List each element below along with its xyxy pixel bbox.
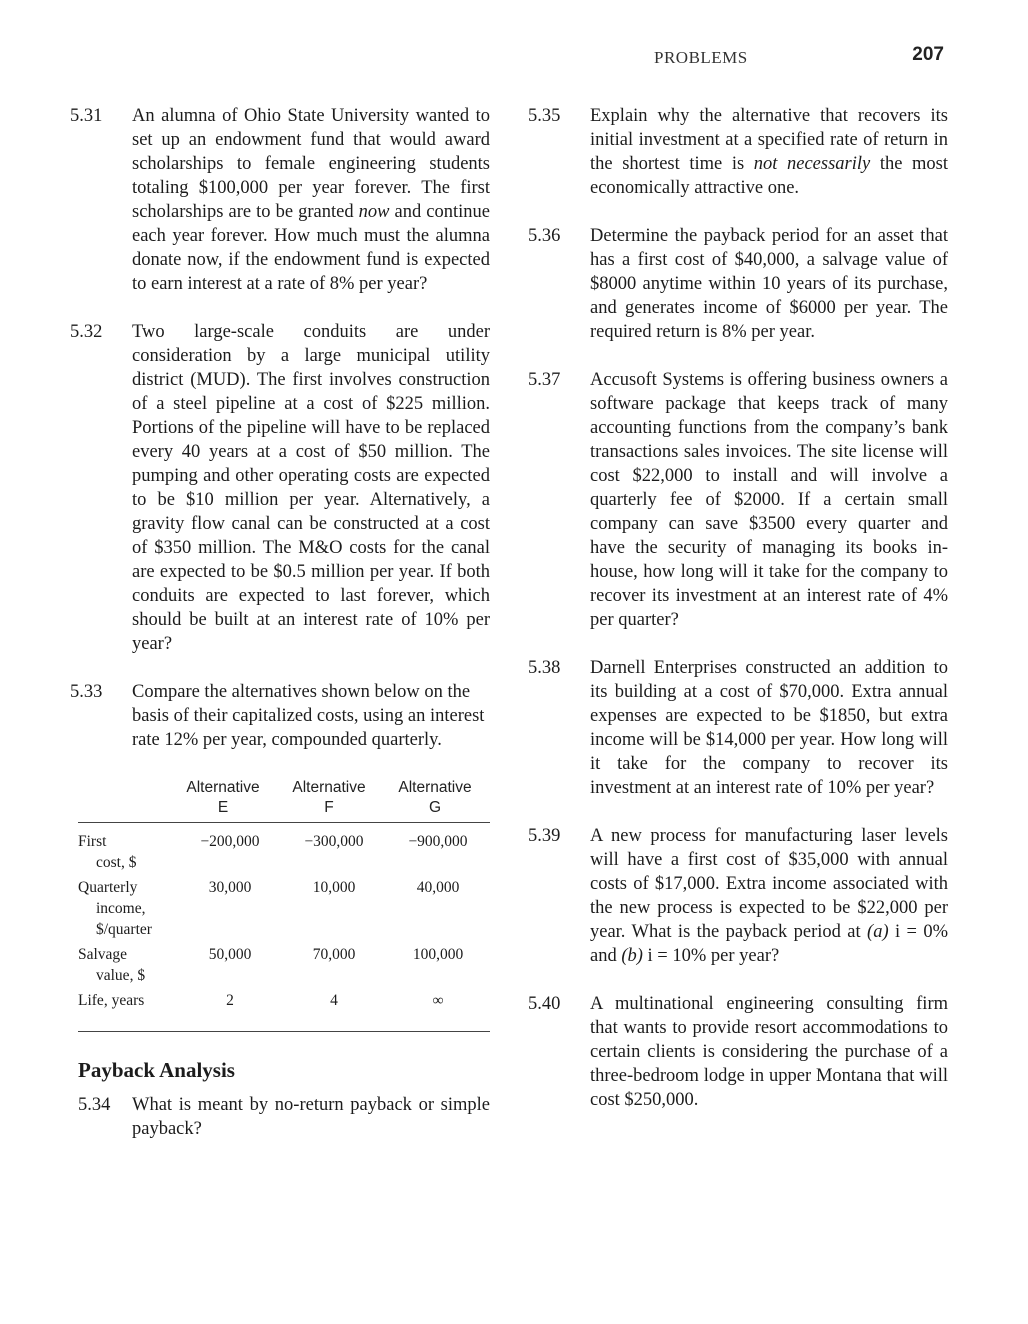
header-line: Alternative: [292, 779, 366, 796]
problem-5-39: [528, 824, 948, 968]
table-cell: 100,000: [412, 946, 464, 963]
problem-number: 5.34: [78, 1095, 111, 1115]
problem-text: [590, 824, 948, 968]
row-label-line: value, $: [96, 967, 146, 984]
problem-text: [590, 104, 948, 200]
problem-5-36: [528, 224, 948, 344]
table-cell: 2: [226, 992, 234, 1009]
column-header-g: [382, 778, 488, 818]
problem-text: A multinational engineering consulting firm that wants to provide resort accommodations to certain clients is considering the purchase of a three-bedroom lodge in upper Montana that will cost $250,000.: [590, 994, 948, 1110]
header-letter: F: [324, 799, 334, 816]
table-cell: −200,000: [200, 833, 260, 850]
row-label-line: cost, $: [96, 854, 137, 871]
table-row: [78, 990, 490, 1011]
row-label: [78, 877, 178, 940]
row-label-line: Life, years: [78, 992, 145, 1009]
problem-text-part: i = 0% and: [590, 922, 949, 966]
table-body: [78, 823, 490, 1032]
table-cell: 50,000: [208, 946, 252, 963]
problem-text-part: i = 10% per year?: [642, 946, 780, 966]
alternatives-table: [78, 778, 490, 1032]
right-column: [528, 104, 948, 1136]
problem-text: Determine the payback period for an asset that has a first cost of $40,000, a salvage value of $8000 anytime within 10 years of its purchase, and generates income of $6000 per year. The required return is 8% per year.: [590, 226, 948, 342]
row-label-line: $/quarter: [96, 921, 152, 938]
row-label: [78, 944, 178, 986]
table-cell: ∞: [432, 992, 444, 1009]
table-cell: 70,000: [312, 946, 356, 963]
problem-5-31: [70, 104, 490, 296]
problem-5-38: [528, 656, 948, 800]
problem-number: 5.37: [528, 370, 561, 390]
problem-text: Two large-scale conduits are under consideration by a large municipal utility district (MUD). The first involves construction of a steel pipeline at a cost of $225 million. Portions of the pipeline will have to be replaced every 40 years at a cost of $50 million. The pumping and other operating costs are expected to be $10 million per year. Alternatively, a gravity flow canal can be constructed at a cost of $350 million. The M&O costs for the canal are expected to be $0.5 million per year. If both conduits are expected to last forever, which should be built at an interest rate of 10% per year?: [132, 322, 490, 654]
row-label: [78, 990, 178, 1011]
column-header-f: [276, 778, 382, 818]
table-cell: −900,000: [408, 833, 468, 850]
problem-5-32: [70, 320, 490, 656]
problem-number: 5.31: [70, 106, 103, 126]
table-header: [78, 778, 490, 823]
table-cell: 40,000: [416, 879, 460, 896]
problem-5-40: [528, 992, 948, 1112]
problem-number: 5.38: [528, 658, 561, 678]
page-number: 207: [912, 44, 944, 65]
problem-number: 5.40: [528, 994, 561, 1014]
table-row: [78, 877, 490, 940]
problem-5-37: [528, 368, 948, 632]
row-label-line: income,: [96, 900, 146, 917]
table-cell: 4: [330, 992, 338, 1009]
table-cell: 30,000: [208, 879, 252, 896]
problem-number: 5.32: [70, 322, 103, 342]
problem-text-part: Explain why the alternative that recovers its initial investment at a specified rate of return in the shortest time is: [590, 106, 948, 174]
header-line: Alternative: [398, 779, 472, 796]
header-line: Alternative: [186, 779, 260, 796]
emphasis-not-necessarily: not necessarily: [753, 154, 871, 174]
problem-number: 5.36: [528, 226, 561, 246]
problem-text-part: An alumna of Ohio State University wanted to set up an endowment fund that would award scholarships to female engineering students totaling $100,000 per year forever. The first scholarships are to be granted: [132, 106, 490, 222]
row-label-line: Salvage: [78, 946, 128, 963]
problem-text-part: and continue each year forever. How much must the alumna donate now, if the endowment fund is expected to earn interest at a rate of 8% per year?: [132, 202, 490, 294]
row-label-line: Quarterly: [78, 879, 138, 896]
problem-number: 5.33: [70, 682, 103, 702]
row-label: [78, 831, 178, 873]
problem-5-35: [528, 104, 948, 200]
table-row: [78, 831, 490, 873]
row-label-line: First: [78, 833, 107, 850]
problem-text: Compare the alternatives shown below on the basis of their capitalized costs, using an interest rate 12% per year, compounded quarterly.: [132, 682, 485, 750]
table-row: [78, 944, 490, 986]
part-b-label: (b): [621, 946, 643, 966]
header-letter: G: [428, 799, 442, 816]
header-letter: E: [217, 799, 229, 816]
page-header: [520, 44, 950, 72]
table-cell: −300,000: [304, 833, 364, 850]
problem-text: [132, 104, 490, 296]
problem-text: What is meant by no-return payback or simple payback?: [132, 1095, 490, 1139]
table-cell: 10,000: [312, 879, 356, 896]
left-column: [70, 104, 490, 1165]
column-header-e: [170, 778, 276, 818]
section-title: Payback Analysis: [78, 1058, 235, 1082]
running-head: PROBLEMS: [654, 48, 748, 67]
part-a-label: (a): [867, 922, 889, 942]
problem-number: 5.35: [528, 106, 561, 126]
problem-5-34: [78, 1093, 490, 1141]
problem-text-part: A new process for manufacturing laser levels will have a first cost of $35,000 with annual costs of $17,000. Extra income associated with the new process is expected to be $22,000 per year. What is the payback period at: [590, 826, 948, 942]
problem-text: Accusoft Systems is offering business owners a software package that keeps track of many accounting functions from the company’s bank transactions sales invoices. The site license will cost $22,000 to install and will involve a quarterly fee of $2000. If a certain small company can save $3500 every quarter and have the security of managing its books in-house, how long will it take for the company to recover its investment at an interest rate of 4% per quarter?: [590, 370, 948, 630]
emphasis-now: now: [358, 202, 390, 222]
problem-number: 5.39: [528, 826, 561, 846]
problem-5-33: [70, 680, 490, 752]
problem-text: Darnell Enterprises constructed an addition to its building at a cost of $70,000. Extra annual expenses are expected to be $1850, but extra income will be $14,000 per year. How long will it take for the company to recover its investment at an interest rate of 10% per year?: [590, 658, 948, 798]
problem-text-part: the most economically attractive one.: [590, 154, 948, 198]
